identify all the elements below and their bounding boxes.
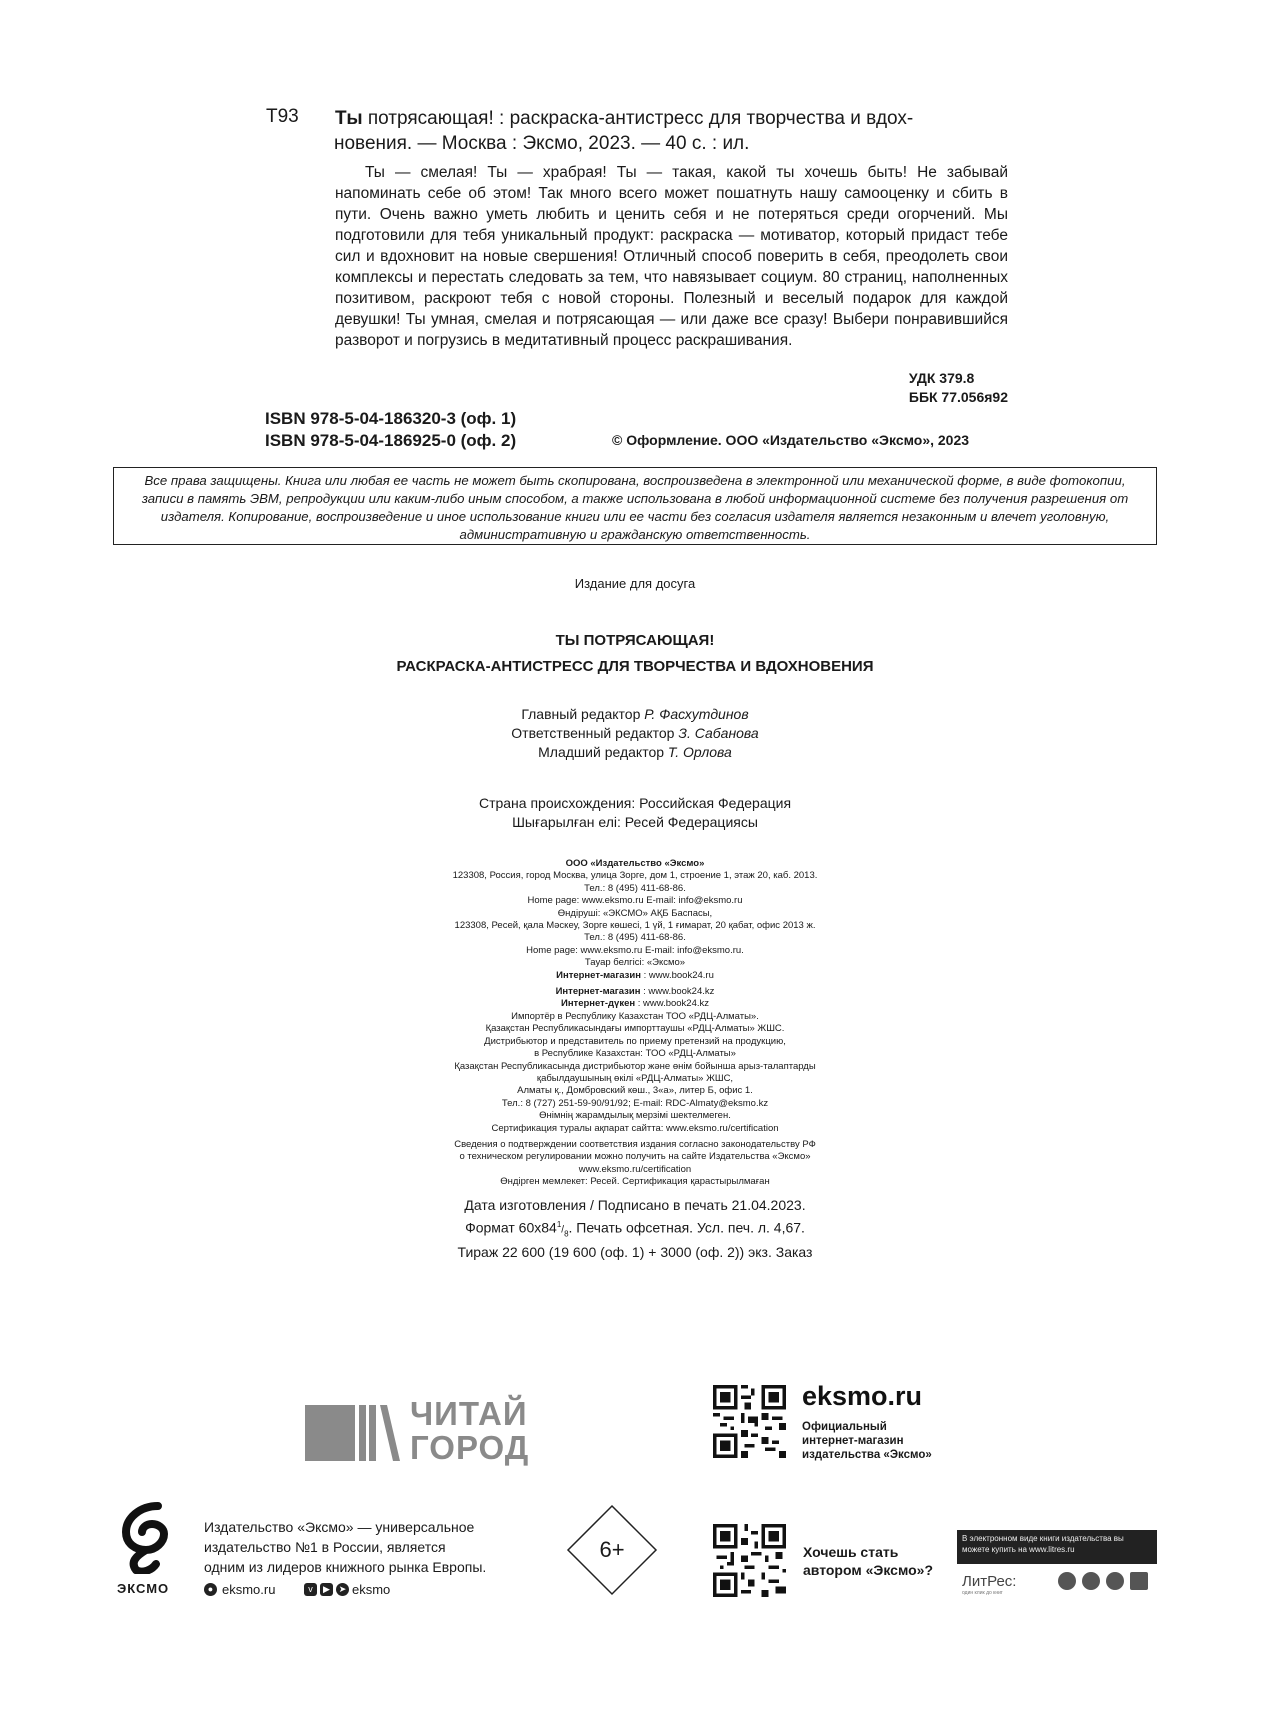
bibliographic-record xyxy=(335,106,1008,156)
imprint-line: 123308, Ресей, қала Мәскеу, Зорге көшесі, 1 үй, 1 ғимарат, 20 қабат, офис 2013 ж. xyxy=(454,920,816,932)
chitai-gorod-wordmark xyxy=(410,1397,529,1465)
pub-desc-line: издательство №1 в России, является xyxy=(204,1539,446,1555)
isbn-block xyxy=(265,408,516,452)
eksmo-logo-icon xyxy=(116,1502,176,1574)
windows-phone-icon xyxy=(1106,1572,1124,1590)
imprint-line: Тел.: 8 (495) 411-68-86. xyxy=(584,932,686,944)
online-store-label: Интернет-дүкен xyxy=(560,998,636,1010)
site-link[interactable] xyxy=(204,1582,275,1597)
eksmo-site-title: eksmo.ru xyxy=(802,1381,923,1411)
android-icon xyxy=(1082,1572,1100,1590)
age-rating: 6+ xyxy=(599,1537,625,1562)
catalog-code: Т93 xyxy=(266,106,299,127)
author-line: автором «Эксмо»? xyxy=(803,1562,934,1578)
imprint-line: www.eksmo.ru/certification xyxy=(578,1163,692,1175)
junior-editor-label: Младший редактор xyxy=(538,744,668,760)
qr-code-icon xyxy=(713,1524,786,1597)
imprint-line: Импортёр в Республику Казахстан ТОО «РДЦ-Алматы». xyxy=(511,1010,759,1022)
imprint-line: Өндірген мемлекет: Ресей. Сертификация қарастырылмаған xyxy=(500,1176,770,1188)
eksmo-desc-line: издательства «Эксмо» xyxy=(802,1449,932,1461)
print-run: Тираж 22 600 (19 600 (оф. 1) + 3000 (оф. 2)) экз. Заказ xyxy=(457,1244,813,1261)
imprint-line: Қазақстан Республикасындағы импорттаушы «РДЦ-Алматы» ЖШС. xyxy=(485,1023,785,1035)
junior-editor xyxy=(0,743,1270,762)
windows-icon xyxy=(1130,1572,1148,1590)
country-of-origin xyxy=(0,794,1270,832)
format-label: Формат 60x84 xyxy=(465,1219,557,1236)
edition-type: Издание для досуга xyxy=(574,576,696,591)
imprint-line: Home page: www.eksmo.ru E-mail: info@eksmo.ru xyxy=(527,895,743,907)
imprint-line: Сертификация туралы ақпарат сайтта: www.eksmo.ru/certification xyxy=(491,1122,779,1134)
imprint-line: қабылдаушының өкілі «РДЦ-Алматы» ЖШС, xyxy=(536,1072,734,1084)
chitai-line-2: ГОРОД xyxy=(410,1429,530,1466)
biblio-line1: потрясающая! : раскраска-антистресс для творчества и вдох- xyxy=(362,108,914,129)
imprint-line: Тел.: 8 (727) 251-59-90/91/92; E-mail: RDC-Almaty@eksmo.kz xyxy=(501,1097,769,1109)
bbk-code: ББК 77.056я92 xyxy=(908,389,1008,405)
imprint-line: Өндіруші: «ЭКСМО» АҚБ Баспасы, xyxy=(557,907,713,919)
author-line: Хочешь стать xyxy=(803,1544,899,1560)
apple-icon xyxy=(1058,1572,1076,1590)
rights-notice: Все права защищены. Книга или любая ее часть не может быть скопирована, воспроизведена в электронной или механической форме, в виде фотокопии, записи в память ЭВМ, репродукции или каким-либо иным способом, а также использована в любой информационной системе без получения разрешения от издателя. Копирование, воспроизведение и иное использование книги или ее части без согласия издателя является незаконным и влечет уголовную, административную и гражданскую ответственность. xyxy=(113,467,1157,545)
responsible-editor-label: Ответственный редактор xyxy=(511,725,679,741)
imprint-line: 123308, Россия, город Москва, улица Зорге, дом 1, строение 1, этаж 20, каб. 2013. xyxy=(452,870,818,882)
imprint-line: о техническом регулировании можно получить на сайте Издательства «Эксмо» xyxy=(459,1151,811,1163)
chitai-gorod-logo-icon xyxy=(305,1405,400,1465)
format-sup: 1 xyxy=(556,1220,562,1229)
publisher-description xyxy=(204,1517,486,1577)
publisher-name: ООО «Издательство «Эксмо» xyxy=(565,858,705,869)
title-bold: Ты xyxy=(335,108,363,129)
print-info xyxy=(0,1196,1270,1262)
telegram-icon: ➤ xyxy=(336,1583,349,1596)
chitai-line-1: ЧИТАЙ xyxy=(410,1395,528,1432)
classification xyxy=(909,369,1008,407)
copyright: © Оформление. ООО «Издательство «Эксмо», 2023 xyxy=(612,432,970,448)
litres-tagline: один клик до книг xyxy=(962,1590,1003,1596)
pub-desc-line: одним из лидеров книжного рынка Европы. xyxy=(204,1559,487,1575)
online-store-label: Интернет-магазин xyxy=(556,969,641,981)
responsible-editor xyxy=(0,724,1270,743)
subtitle: РАСКРАСКА-АНТИСТРЕСС ДЛЯ ТВОРЧЕСТВА И ВДОХНОВЕНИЯ xyxy=(396,658,874,675)
litres-promo: В электронном виде книги издательства вы можете купить на www.litres.ru xyxy=(957,1530,1157,1564)
print-date: Дата изготовления / Подписано в печать 21.04.2023. xyxy=(464,1197,806,1213)
annotation xyxy=(335,162,1008,351)
eksmo-wordmark: ЭКСМО xyxy=(117,1581,170,1596)
imprint-line: Тауар белгісі: «Эксмо» xyxy=(584,957,686,969)
eksmo-store-desc xyxy=(802,1420,932,1462)
print-format: Формат $60x84^1/_8$. Печать офсетная. Усл. печ. л. 4,67. xyxy=(465,1219,805,1239)
online-store-label: Интернет-магазин xyxy=(555,986,641,998)
imprint-line xyxy=(0,998,1270,1010)
isbn-1: ISBN 978-5-04-186320-3 (оф. 1) xyxy=(265,409,517,428)
main-title: ТЫ ПОТРЯСАЮЩАЯ! xyxy=(555,632,715,649)
chief-editor-label: Главный редактор xyxy=(521,706,645,722)
biblio-line2: новения. — Москва : Эксмо, 2023. — 40 с. : ил. xyxy=(334,133,750,154)
eksmo-desc-line: интернет-магазин xyxy=(802,1435,904,1447)
responsible-editor-name: З. Сабанова xyxy=(678,725,759,741)
country-kz: Шығарылған елі: Ресей Федерациясы xyxy=(512,814,758,830)
imprint-line: в Республике Казахстан: ТОО «РДЦ-Алматы» xyxy=(534,1048,736,1060)
isbn-2: ISBN 978-5-04-186925-0 (оф. 2) xyxy=(265,431,517,450)
qr-code-icon xyxy=(713,1385,786,1458)
online-store-url: : www.book24.kz xyxy=(635,998,710,1010)
editors xyxy=(0,705,1270,762)
imprint-line: Сведения о подтверждении соответствия издания согласно законодательству РФ xyxy=(454,1138,816,1150)
youtube-icon: ▶ xyxy=(320,1583,333,1596)
eksmo-desc-line: Официальный xyxy=(802,1421,887,1433)
chief-editor xyxy=(0,705,1270,724)
become-author-promo[interactable] xyxy=(803,1543,933,1579)
globe-icon: ● xyxy=(204,1583,217,1596)
imprint-line: Home page: www.eksmo.ru E-mail: info@eksmo.ru. xyxy=(526,944,744,956)
litres-logo: ЛитРес: xyxy=(962,1573,1017,1590)
social-links[interactable] xyxy=(304,1582,390,1597)
format-sub: 8 xyxy=(564,1229,569,1239)
pub-desc-line: Издательство «Эксмо» — универсальное xyxy=(204,1519,475,1535)
imprint-line: Алматы қ., Домбровский көш., 3«а», литер Б, офис 1. xyxy=(517,1085,753,1097)
imprint-line: Тел.: 8 (495) 411-68-86. xyxy=(584,882,686,894)
chief-editor-name: Р. Фасхутдинов xyxy=(644,706,749,722)
junior-editor-name: Т. Орлова xyxy=(667,744,732,760)
online-store-url: : www.book24.kz xyxy=(640,986,715,998)
platform-icons xyxy=(1058,1572,1148,1590)
imprint-line xyxy=(0,986,1270,998)
country-ru: Страна происхождения: Российская Федерация xyxy=(478,795,792,811)
imprint xyxy=(0,858,1270,1189)
imprint-line: Өнімнің жарамдылық мерзімі шектелмеген. xyxy=(539,1110,731,1122)
udk-code: УДК 379.8 xyxy=(908,370,975,386)
annotation-text: Ты — смелая! Ты — храбрая! Ты — такая, какой ты хочешь быть! Не забывай напоминать себе об этом! Так много всего может пошатнуть нашу самооценку и сбить в пути. Очень важно уметь любить и ценить себя и не потеряться среди огорчений. Мы подготовили для тебя уникальный продукт: раскраска — мотиватор, который придаст тебе сил и вдохновит на новые свершения! Отличный способ поверить в себя, преодолеть свои комплексы и перестать следовать за тем, что навязывает социум. 80 страниц, наполненных позитивом, раскроют тебя с новой стороны. Полезный и веселый подарок для каждой девушки! Ты умная, смелая и потрясающая — или даже все сразу! Выбери понравившийся разворот и погрузись в медитативный процесс раскрашивания. xyxy=(335,164,1008,349)
social-handle: eksmo xyxy=(352,1582,391,1597)
imprint-line: Қазақстан Республикасында дистрибьютор және өнім бойынша арыз-талаптарды xyxy=(454,1060,816,1072)
imprint-line: Дистрибьютор и представитель по приему претензий на продукцию, xyxy=(484,1035,786,1047)
imprint-line xyxy=(0,970,1270,982)
online-store-url: : www.book24.ru xyxy=(641,969,714,981)
vk-icon: v xyxy=(304,1583,317,1596)
format-rest: . Печать офсетная. Усл. печ. л. 4,67. xyxy=(568,1219,805,1236)
site-link-text: eksmo.ru xyxy=(222,1582,276,1597)
